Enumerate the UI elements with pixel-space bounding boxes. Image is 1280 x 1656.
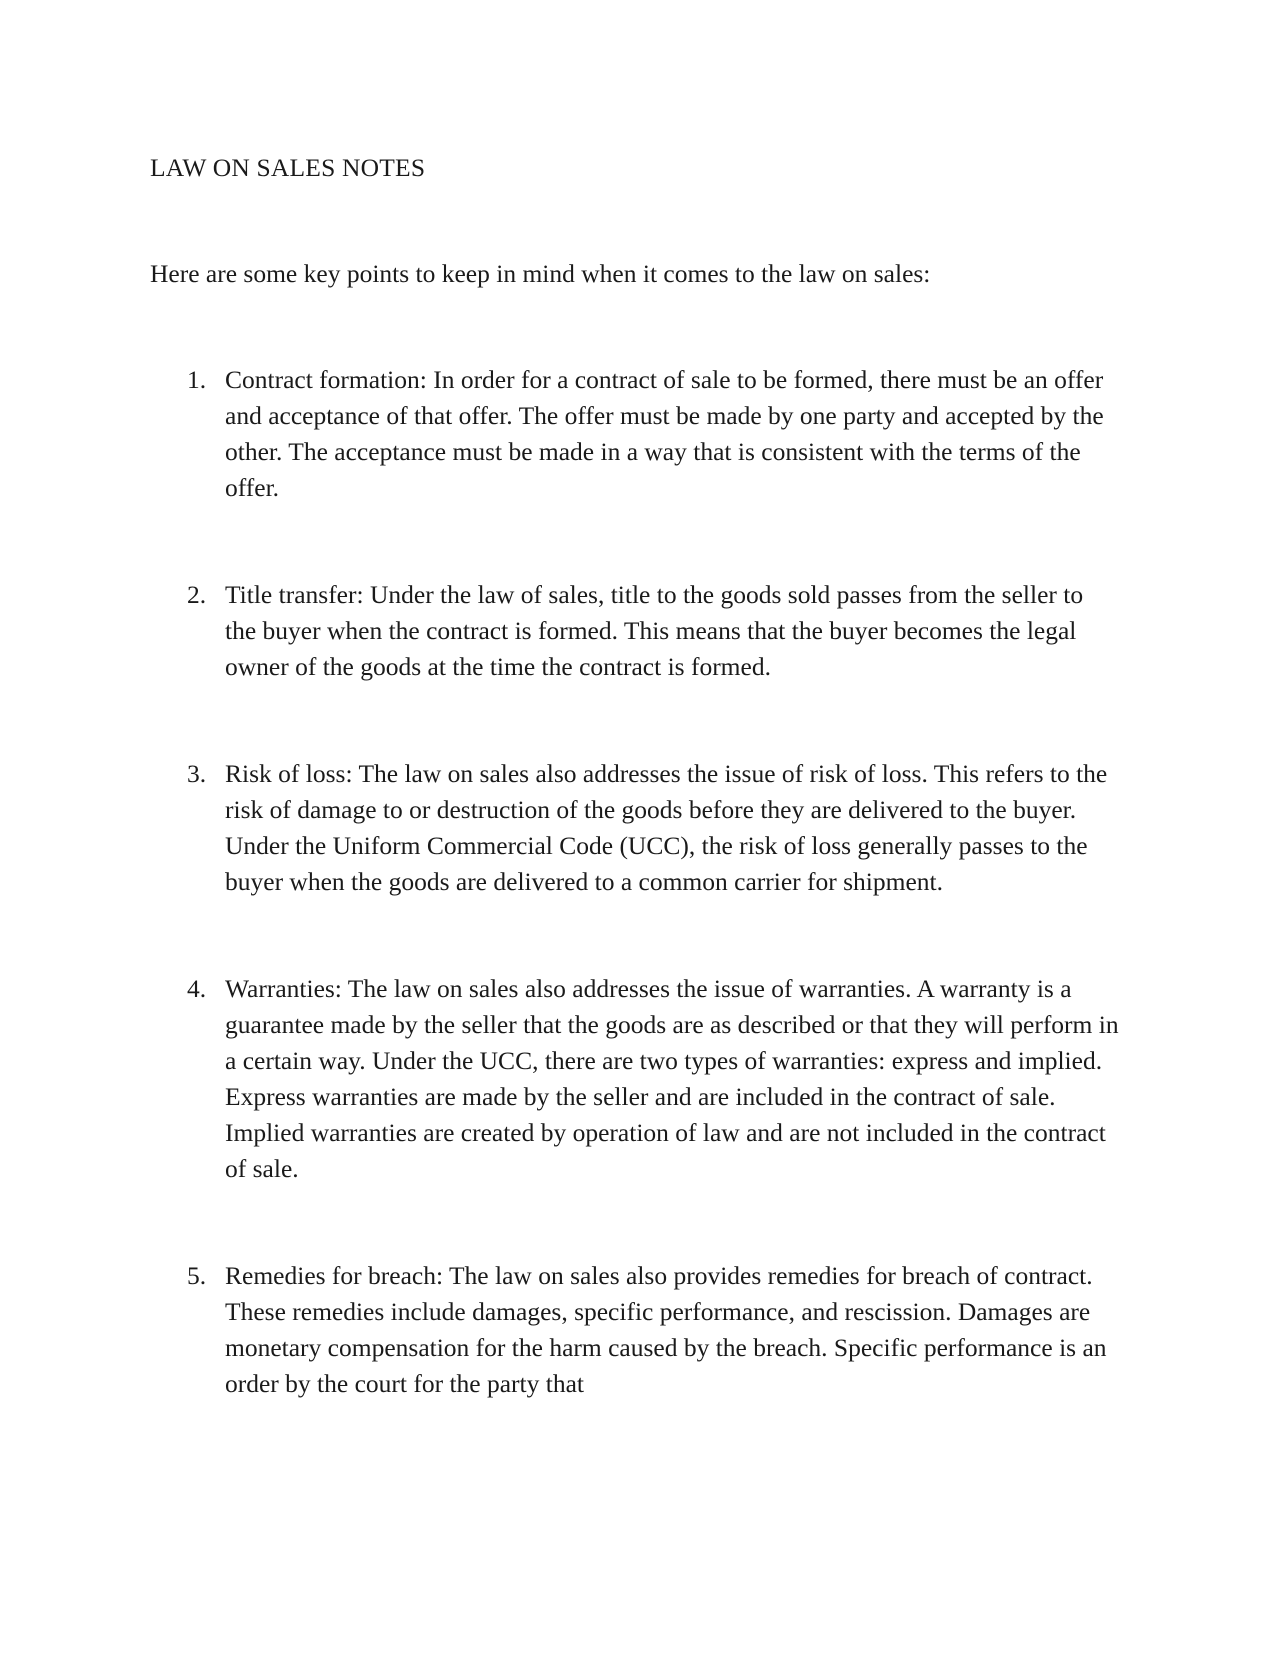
- list-item-number: 4.: [187, 974, 207, 1003]
- list-item-text: Risk of loss: The law on sales also addresses the issue of risk of loss. This refers to the risk of damage to or destruction of the goods before they are delivered to the buyer. Under the Uniform Commercial Code (UCC), the risk of loss generally passes to the buyer when the goods are delivered to a common carrier for shipment.: [225, 759, 1108, 896]
- list-item: [150, 577, 1120, 685]
- notes-list: [150, 362, 1120, 1473]
- list-item: [150, 1258, 1120, 1402]
- list-item-number: 5.: [187, 1261, 207, 1290]
- list-item-text: Title transfer: Under the law of sales, title to the goods sold passes from the seller to the buyer when the contract is formed. This means that the buyer becomes the legal owner of the goods at the time the contract is formed.: [225, 580, 1084, 681]
- list-item-number: 1.: [187, 365, 207, 394]
- list-item-text: Warranties: The law on sales also addresses the issue of warranties. A warranty is a guarantee made by the seller that the goods are as described or that they will perform in a certain way. Under the UCC, there are two types of warranties: express and implied. Express warranties are made by the seller and are included in the contract of sale. Implied warranties are created by operation of law and are not included in the contract of sale.: [225, 974, 1119, 1183]
- list-item-text: Remedies for breach: The law on sales also provides remedies for breach of contract. These remedies include damages, specific performance, and rescission. Damages are monetary compensation for the harm caused by the breach. Specific performance is an order by the court for the party that: [225, 1261, 1107, 1398]
- list-item-text: Contract formation: In order for a contract of sale to be formed, there must be an offer and acceptance of that offer. The offer must be made by one party and accepted by the other. The acceptance must be made in a way that is consistent with the terms of the offer.: [225, 365, 1104, 502]
- intro-paragraph: Here are some key points to keep in mind when it comes to the law on sales:: [150, 259, 931, 288]
- document-title: LAW ON SALES NOTES: [150, 153, 426, 182]
- list-item: [150, 971, 1120, 1187]
- list-item: [150, 362, 1120, 506]
- list-item-number: 2.: [187, 580, 207, 609]
- list-item-number: 3.: [187, 759, 207, 788]
- list-item: [150, 756, 1120, 900]
